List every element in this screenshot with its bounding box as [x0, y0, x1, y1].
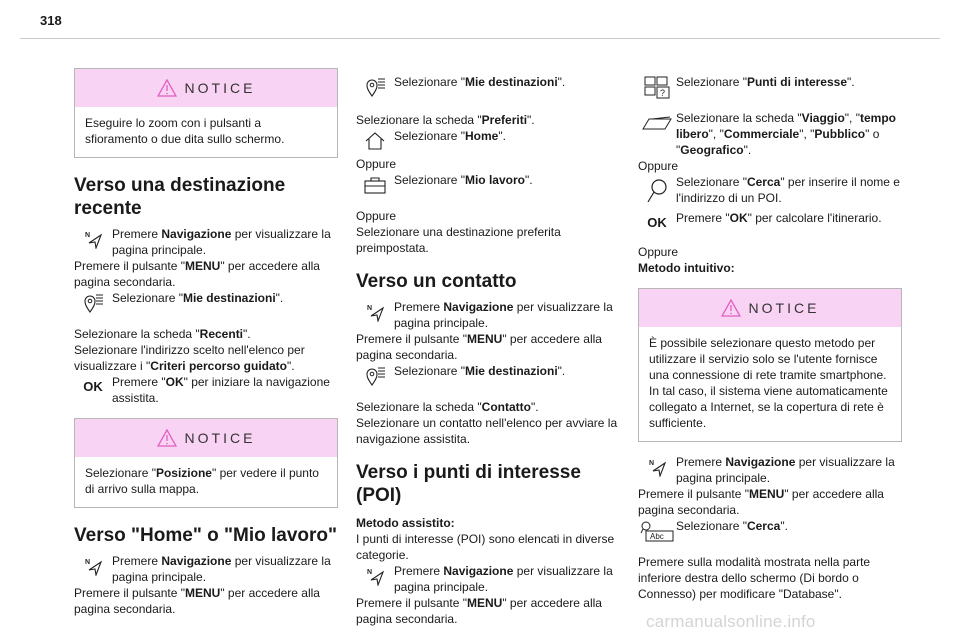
step-my-destinations: Selezionare "Mie destinazioni". — [356, 363, 620, 389]
step-navigation: N Premere Navigazione per visualizzare la pagina principale. — [85, 554, 331, 584]
column-3 — [638, 74, 902, 602]
paragraph: Selezionare l'indirizzo scelto nell'elenco per visualizzare i "Criteri percorso guidato". — [74, 343, 305, 373]
warning-icon — [721, 299, 741, 317]
navigation-icon — [83, 556, 103, 576]
paragraph: Premere il pulsante "MENU" per accedere alla pagina secondaria. — [356, 332, 602, 362]
notice-header — [75, 419, 337, 457]
heading-contact: Verso un contatto — [356, 271, 517, 292]
step-search: Selezionare "Cerca" per inserire il nome e l'indirizzo di un POI. — [638, 174, 902, 210]
abc-label: Abc — [650, 532, 664, 541]
svg-text:N: N — [85, 559, 91, 566]
step-search-abc: Abc Selezionare "Cerca". — [638, 518, 902, 544]
step-ok: OK Premere "OK" per calcolare l'itinerario. — [647, 211, 882, 230]
navigation-icon — [83, 229, 103, 249]
destinations-icon — [364, 76, 386, 98]
step-poi: ? Selezionare "Punti di interesse". — [638, 74, 902, 100]
paragraph: Selezionare la scheda "Recenti". — [74, 327, 251, 341]
navigation-icon — [365, 566, 385, 586]
paragraph: Selezionare un contatto nell'elenco per avviare la navigazione assistita. — [356, 416, 618, 446]
warning-icon — [157, 79, 177, 97]
step-my-destinations: Selezionare "Mie destinazioni". — [356, 74, 620, 100]
home-icon — [364, 131, 386, 151]
paragraph: Selezionare una destinazione preferita preimpostata. — [356, 225, 561, 255]
heading-poi: Verso i punti di interesse (POI) — [356, 462, 581, 506]
paragraph: Oppure — [356, 209, 397, 223]
step-home: Selezionare "Home". — [356, 128, 620, 154]
svg-text:N: N — [85, 232, 91, 239]
keyboard-search-icon — [640, 520, 674, 542]
paragraph: Oppure — [638, 245, 679, 259]
poi-icon — [644, 75, 670, 99]
search-icon — [646, 178, 668, 206]
paragraph: Oppure — [356, 157, 397, 171]
destinations-icon — [82, 292, 104, 314]
paragraph: I punti di interesse (POI) sono elencati in diverse categorie. — [356, 532, 615, 562]
ok-icon: OK — [647, 215, 667, 230]
column-1 — [74, 68, 338, 617]
notice-title: NOTICE — [748, 300, 820, 316]
step-ok: OK Premere "OK" per iniziare la navigazione assistita. — [83, 375, 330, 405]
navigation-icon — [647, 457, 667, 477]
step-navigation: N Premere Navigazione per visualizzare la pagina principale. — [85, 227, 331, 257]
step-navigation: N Premere Navigazione per visualizzare la pagina principale. — [367, 564, 613, 594]
paragraph: Metodo assistito: — [356, 516, 455, 530]
step-work: Selezionare "Mio lavoro". — [356, 172, 620, 198]
destinations-icon — [364, 365, 386, 387]
watermark: carmanualsonline.info — [646, 612, 816, 631]
paragraph: Premere il pulsante "MENU" per accedere alla pagina secondaria. — [74, 586, 320, 616]
briefcase-icon — [363, 175, 387, 195]
paragraph: Premere il pulsante "MENU" per accedere alla pagina secondaria. — [74, 259, 320, 289]
heading-recent: Verso una destinazione recente — [74, 175, 286, 219]
page-number: 318 — [40, 13, 62, 28]
notice-header — [75, 69, 337, 107]
tabs-icon — [642, 116, 672, 130]
paragraph: Oppure — [638, 159, 679, 173]
step-navigation: N Premere Navigazione per visualizzare la pagina principale. — [367, 300, 613, 330]
step-my-destinations: Selezionare "Mie destinazioni". — [74, 290, 338, 316]
paragraph: Premere il pulsante "MENU" per accedere alla pagina secondaria. — [638, 487, 884, 517]
ok-icon: OK — [83, 379, 103, 394]
notice-text: Eseguire lo zoom con i pulsanti a sfioramento o due dita sullo schermo. — [85, 116, 285, 146]
paragraph: Selezionare la scheda "Preferiti". — [356, 113, 535, 127]
top-divider — [20, 38, 940, 39]
navigation-icon — [365, 302, 385, 322]
paragraph: Selezionare la scheda "Contatto". — [356, 400, 539, 414]
svg-text:N: N — [367, 569, 373, 576]
heading-home-work: Verso "Home" o "Mio lavoro" — [74, 525, 338, 546]
svg-text:N: N — [649, 460, 655, 467]
step-navigation: N Premere Navigazione per visualizzare la pagina principale. — [649, 455, 895, 485]
column-2 — [356, 74, 620, 627]
notice-box — [74, 418, 338, 508]
notice-header — [639, 289, 901, 327]
svg-text:N: N — [367, 305, 373, 312]
paragraph: Metodo intuitivo: — [638, 261, 735, 275]
notice-text: Selezionare "Posizione" per vedere il punto di arrivo sulla mappa. — [85, 466, 319, 496]
paragraph: Premere sulla modalità mostrata nella parte inferiore destra dello schermo (Di bordo o Connesso) per modificare "Database". — [638, 555, 871, 601]
notice-text: È possibile selezionare questo metodo per utilizzare il servizio solo se l'utente fornisce una connessione di rete tramite smartphone. In tal caso, il sistema viene automaticamente collegato a Internet, se la copertura di rete è sufficiente. — [649, 336, 888, 430]
notice-title: NOTICE — [184, 80, 256, 96]
step-categories: Selezionare la scheda "Viaggio", "tempo libero", "Commerciale", "Pubblico" o "Geografico". — [638, 110, 902, 158]
notice-box — [638, 288, 902, 442]
notice-title: NOTICE — [184, 430, 256, 446]
paragraph: Premere il pulsante "MENU" per accedere alla pagina secondaria. — [356, 596, 602, 626]
warning-icon — [157, 429, 177, 447]
svg-text:?: ? — [660, 88, 666, 98]
notice-box — [74, 68, 338, 158]
